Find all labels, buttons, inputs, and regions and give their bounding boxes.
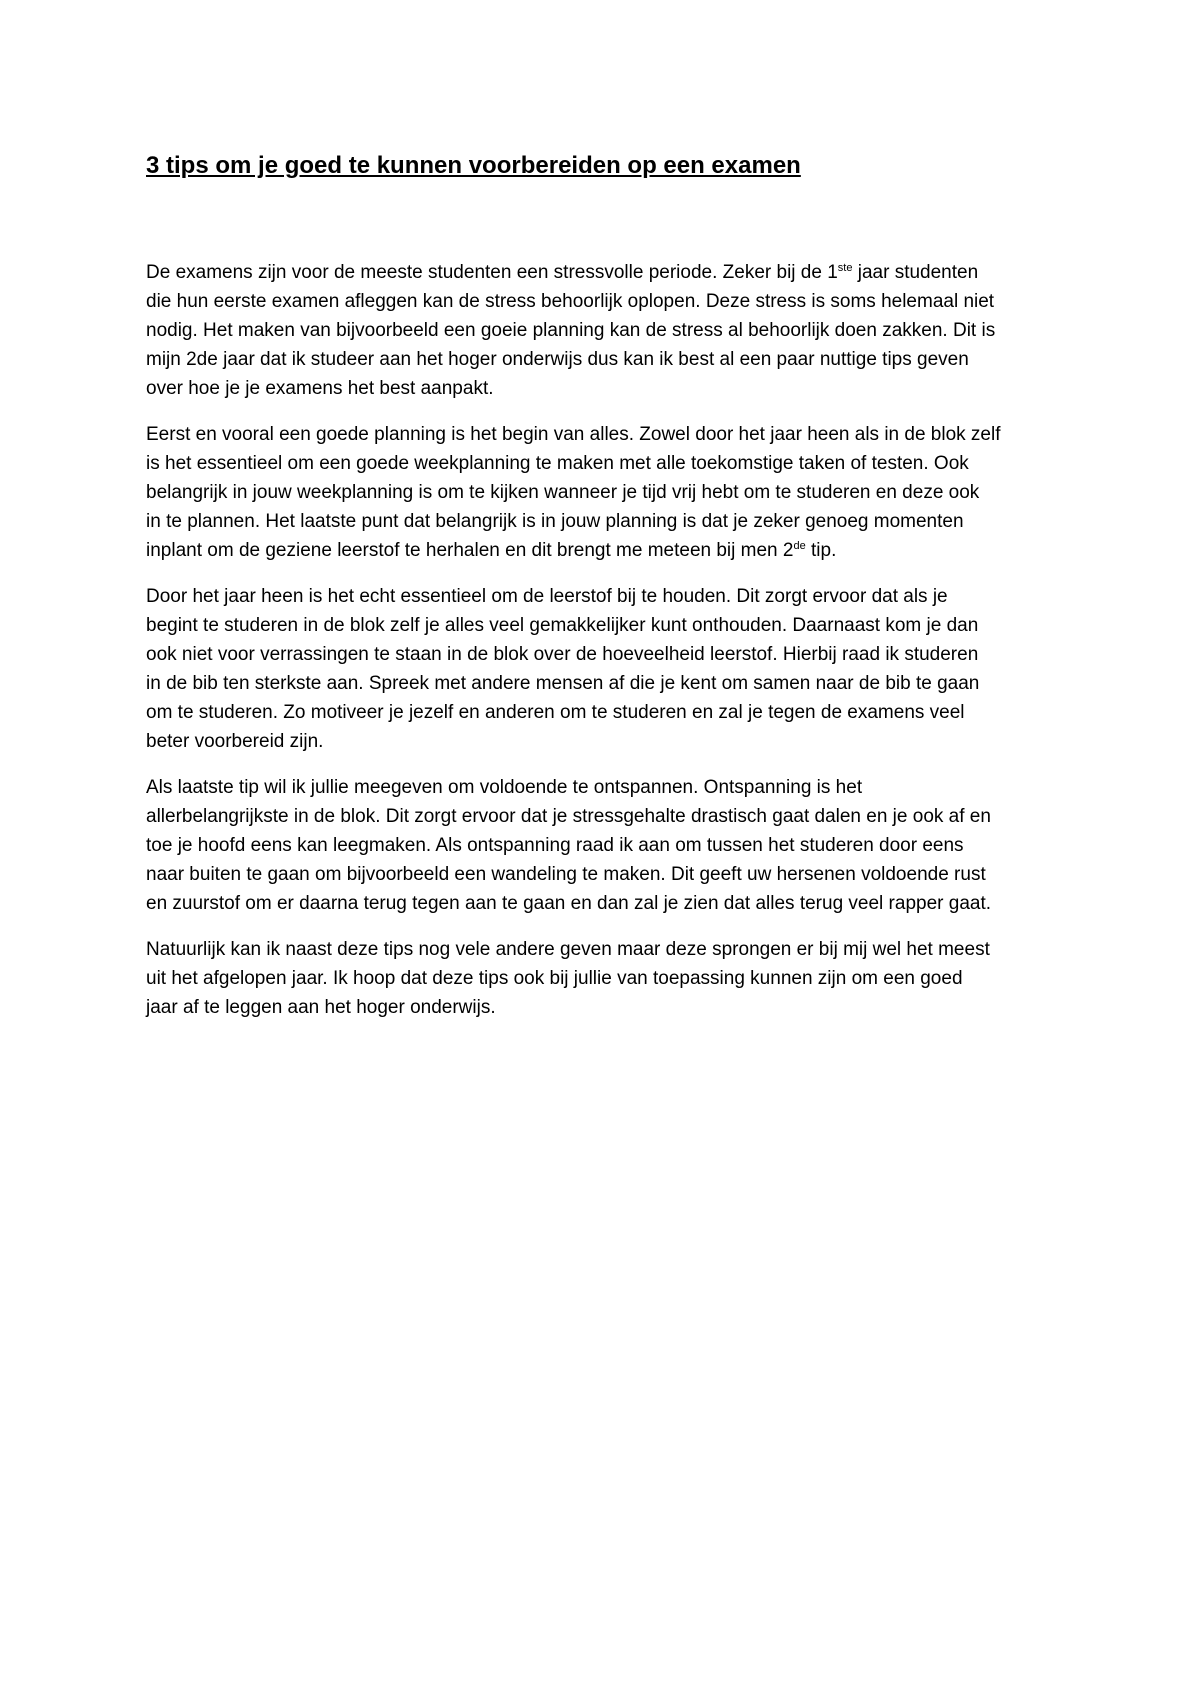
paragraph-line: in te plannen. Het laatste punt dat belangrijk is in jouw planning is dat je zeker genoeg momenten bbox=[146, 511, 964, 532]
paragraph-line: die hun eerste examen afleggen kan de stress behoorlijk oplopen. Deze stress is soms helemaal niet bbox=[146, 291, 995, 312]
ordinal-superscript: de bbox=[793, 540, 806, 552]
ordinal-superscript: ste bbox=[837, 262, 853, 274]
paragraph-line: in de bib ten sterkste aan. Spreek met andere mensen af die je kent om samen naar de bib te gaan bbox=[146, 673, 980, 694]
line-text: De examens zijn voor de meeste studenten een stressvolle periode. Zeker bij de 1 bbox=[146, 262, 838, 283]
document-title: 3 tips om je goed te kunnen voorbereiden op een examen bbox=[146, 152, 801, 179]
paragraph-line: Natuurlijk kan ik naast deze tips nog vele andere geven maar deze sprongen er bij mij wel het meest bbox=[146, 939, 990, 960]
paragraph-line: Als laatste tip wil ik jullie meegeven om voldoende te ontspannen. Ontspanning is het bbox=[146, 777, 863, 798]
paragraph-line: mijn 2de jaar dat ik studeer aan het hoger onderwijs dus kan ik best al een paar nuttige tips geven bbox=[146, 349, 969, 370]
paragraph-line: ook niet voor verrassingen te staan in de blok over de hoeveelheid leerstof. Hierbij raad ik studeren bbox=[146, 644, 979, 665]
paragraph-line: om te studeren. Zo motiveer je jezelf en anderen om te studeren en zal je tegen de examens veel bbox=[146, 702, 965, 723]
paragraph-line: uit het afgelopen jaar. Ik hoop dat deze tips ook bij jullie van toepassing kunnen zijn om een goed bbox=[146, 968, 963, 989]
paragraph-line: beter voorbereid zijn. bbox=[146, 731, 324, 752]
paragraph-line: begint te studeren in de blok zelf je alles veel gemakkelijker kunt onthouden. Daarnaast kom je dan bbox=[146, 615, 979, 636]
body-paragraph bbox=[146, 420, 1058, 565]
paragraph-line: en zuurstof om er daarna terug tegen aan te gaan en dan zal je zien dat alles terug veel rapper gaat. bbox=[146, 893, 992, 914]
paragraph-line: belangrijk in jouw weekplanning is om te kijken wanneer je tijd vrij hebt om te studeren en deze ook bbox=[146, 482, 980, 503]
body-paragraph bbox=[146, 935, 1058, 1022]
body-paragraph bbox=[146, 258, 1058, 403]
document-page bbox=[146, 150, 1058, 1039]
line-text: jaar studenten bbox=[852, 262, 979, 283]
paragraph-line bbox=[146, 258, 1058, 287]
paragraph-line: toe je hoofd eens kan leegmaken. Als ontspanning raad ik aan om tussen het studeren door eens bbox=[146, 835, 964, 856]
paragraph-line: over hoe je je examens het best aanpakt. bbox=[146, 378, 494, 399]
body-paragraph bbox=[146, 582, 1058, 756]
line-text: inplant om de geziene leerstof te herhalen en dit brengt me meteen bij men 2 bbox=[146, 540, 794, 561]
paragraph-line: nodig. Het maken van bijvoorbeeld een goeie planning kan de stress al behoorlijk doen zakken. Dit is bbox=[146, 320, 996, 341]
document-body bbox=[146, 258, 1058, 1022]
line-text: tip. bbox=[805, 540, 837, 561]
paragraph-line: Eerst en vooral een goede planning is het begin van alles. Zowel door het jaar heen als in de blok zelf bbox=[146, 424, 1001, 445]
paragraph-line: Door het jaar heen is het echt essentieel om de leerstof bij te houden. Dit zorgt ervoor dat als je bbox=[146, 586, 948, 607]
paragraph-line bbox=[146, 536, 1058, 565]
paragraph-line: jaar af te leggen aan het hoger onderwijs. bbox=[146, 997, 496, 1018]
paragraph-line: naar buiten te gaan om bijvoorbeeld een wandeling te maken. Dit geeft uw hersenen voldoende rust bbox=[146, 864, 986, 885]
paragraph-line: allerbelangrijkste in de blok. Dit zorgt ervoor dat je stressgehalte drastisch gaat dalen en je ook af en bbox=[146, 806, 991, 827]
body-paragraph bbox=[146, 773, 1058, 918]
paragraph-line: is het essentieel om een goede weekplanning te maken met alle toekomstige taken of testen. Ook bbox=[146, 453, 969, 474]
